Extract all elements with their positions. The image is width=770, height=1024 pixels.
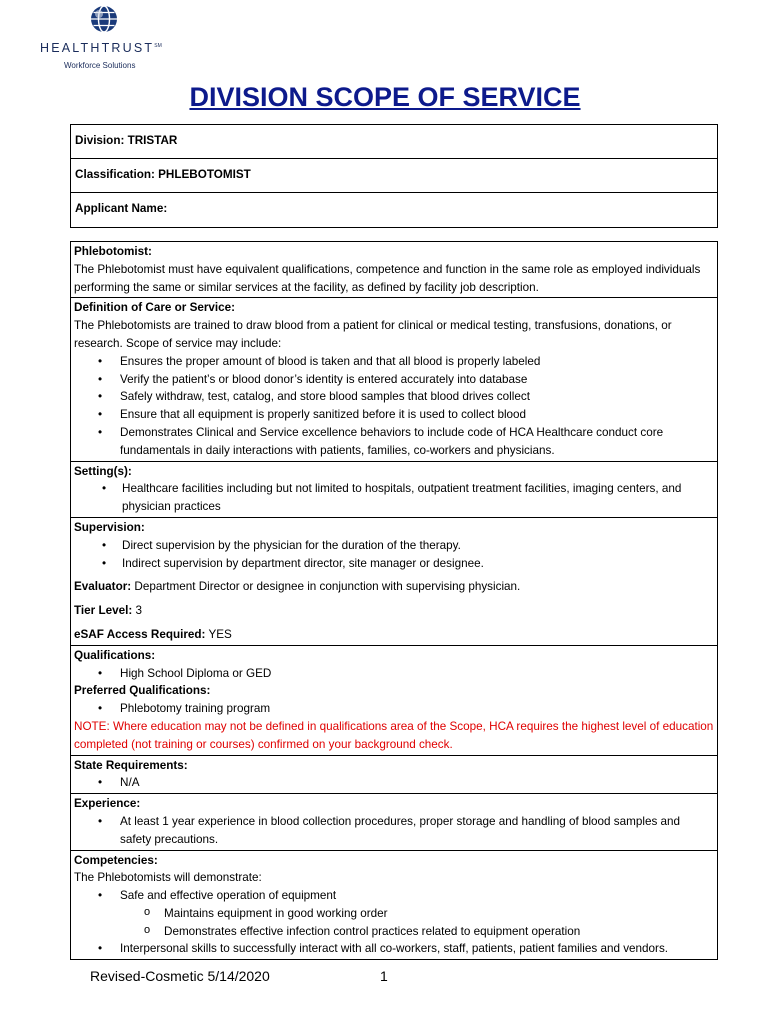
qualifications-section xyxy=(71,646,717,756)
list-item: • N/A xyxy=(74,774,714,792)
section-heading: Definition of Care or Service: xyxy=(74,301,236,315)
state-list xyxy=(74,774,714,792)
section-text: The Phlebotomist must have equivalent qualifications, competence and function in the same role as employed individuals performing the same or similar services at the facility, as defined by facility job description. xyxy=(74,262,701,294)
supervision-list xyxy=(74,537,714,573)
list-item: • Safely withdraw, test, catalog, and store blood samples that blood drives collect xyxy=(74,388,714,406)
section-heading: Qualifications: xyxy=(74,648,156,662)
globe-icon xyxy=(90,5,118,33)
page-number: 1 xyxy=(380,968,388,984)
section-text: The Phlebotomists are trained to draw blood from a patient for clinical or medical testing, transfusions, donations, or research. Scope of service may include: xyxy=(74,319,672,350)
page-title: DIVISION SCOPE OF SERVICE xyxy=(189,82,581,112)
list-item: • Healthcare facilities including but not limited to hospitals, outpatient treatment facilities, imaging centers, and physician practices xyxy=(74,480,714,516)
list-item: • Phlebotomy training program xyxy=(74,700,714,718)
revision-footer: Revised-Cosmetic 5/14/2020 xyxy=(90,968,270,984)
brand-subtitle: Workforce Solutions xyxy=(64,61,136,70)
list-item: • Ensures the proper amount of blood is taken and that all blood is properly labeled xyxy=(74,353,714,371)
list-item: • Safe and effective operation of equipment o Maintains equipment in good working order o Demonstrates effective infection control practices related to equipment operation xyxy=(74,887,714,940)
brand-name: HEALTHTRUST℠ xyxy=(40,41,162,55)
experience-list xyxy=(74,813,714,849)
competencies-section xyxy=(71,851,717,960)
header-fields-table xyxy=(70,124,718,228)
state-requirements-section xyxy=(71,756,717,795)
company-logo xyxy=(40,5,180,71)
section-text: The Phlebotomists will demonstrate: xyxy=(74,871,262,885)
list-item: • Verify the patient’s or blood donor’s identity is entered accurately into database xyxy=(74,371,714,389)
classification-field: Classification: PHLEBOTOMIST xyxy=(71,159,717,193)
section-heading: Preferred Qualifications: xyxy=(74,684,211,698)
list-item: • High School Diploma or GED xyxy=(74,665,714,683)
section-heading: Phlebotomist: xyxy=(74,245,152,258)
education-note: NOTE: Where education may not be defined in qualifications area of the Scope, HCA requires the highest level of education completed (not training or courses) confirmed on your background check. xyxy=(74,719,714,751)
esaf-line: eSAF Access Required: YES xyxy=(74,627,232,641)
list-item: • Direct supervision by the physician for the duration of the therapy. xyxy=(74,537,714,555)
section-heading: Experience: xyxy=(74,797,141,811)
settings-list xyxy=(74,480,714,516)
qualifications-list xyxy=(74,665,714,683)
scope-details-table xyxy=(70,241,718,960)
section-heading: Competencies: xyxy=(74,853,158,867)
section-heading: Setting(s): xyxy=(74,464,132,478)
list-item: • Interpersonal skills to successfully interact with all co-workers, staff, patients, patient families and vendors. xyxy=(74,940,714,958)
evaluator-line: Evaluator: Department Director or designee in conjunction with supervising physician. xyxy=(74,580,521,594)
supervision-section xyxy=(71,518,717,646)
definition-section xyxy=(71,298,717,461)
phlebotomist-section xyxy=(71,242,717,298)
list-item: • Indirect supervision by department director, site manager or designee. xyxy=(74,555,714,573)
division-field: Division: TRISTAR xyxy=(71,125,717,159)
preferred-qualifications-list xyxy=(74,700,714,718)
list-item: • Demonstrates Clinical and Service excellence behaviors to include code of HCA Healthcare conduct core fundamentals in daily interactions with patients, families, co-workers and physicians. xyxy=(74,424,714,460)
settings-section xyxy=(71,462,717,518)
sub-list-item: o Maintains equipment in good working order xyxy=(74,905,714,923)
competencies-list xyxy=(74,887,714,958)
tier-level-line: Tier Level: 3 xyxy=(74,604,142,618)
sub-list-item: o Demonstrates effective infection control practices related to equipment operation xyxy=(74,923,714,941)
applicant-name-field[interactable]: Applicant Name: xyxy=(75,202,168,215)
section-heading: Supervision: xyxy=(74,520,145,534)
section-heading: State Requirements: xyxy=(74,758,188,772)
sub-list xyxy=(74,905,714,941)
experience-section xyxy=(71,794,717,850)
list-item: • Ensure that all equipment is properly sanitized before it is used to collect blood xyxy=(74,406,714,424)
definition-list xyxy=(74,353,714,460)
list-item: • At least 1 year experience in blood collection procedures, proper storage and handling of blood samples and safety precautions. xyxy=(74,813,714,849)
